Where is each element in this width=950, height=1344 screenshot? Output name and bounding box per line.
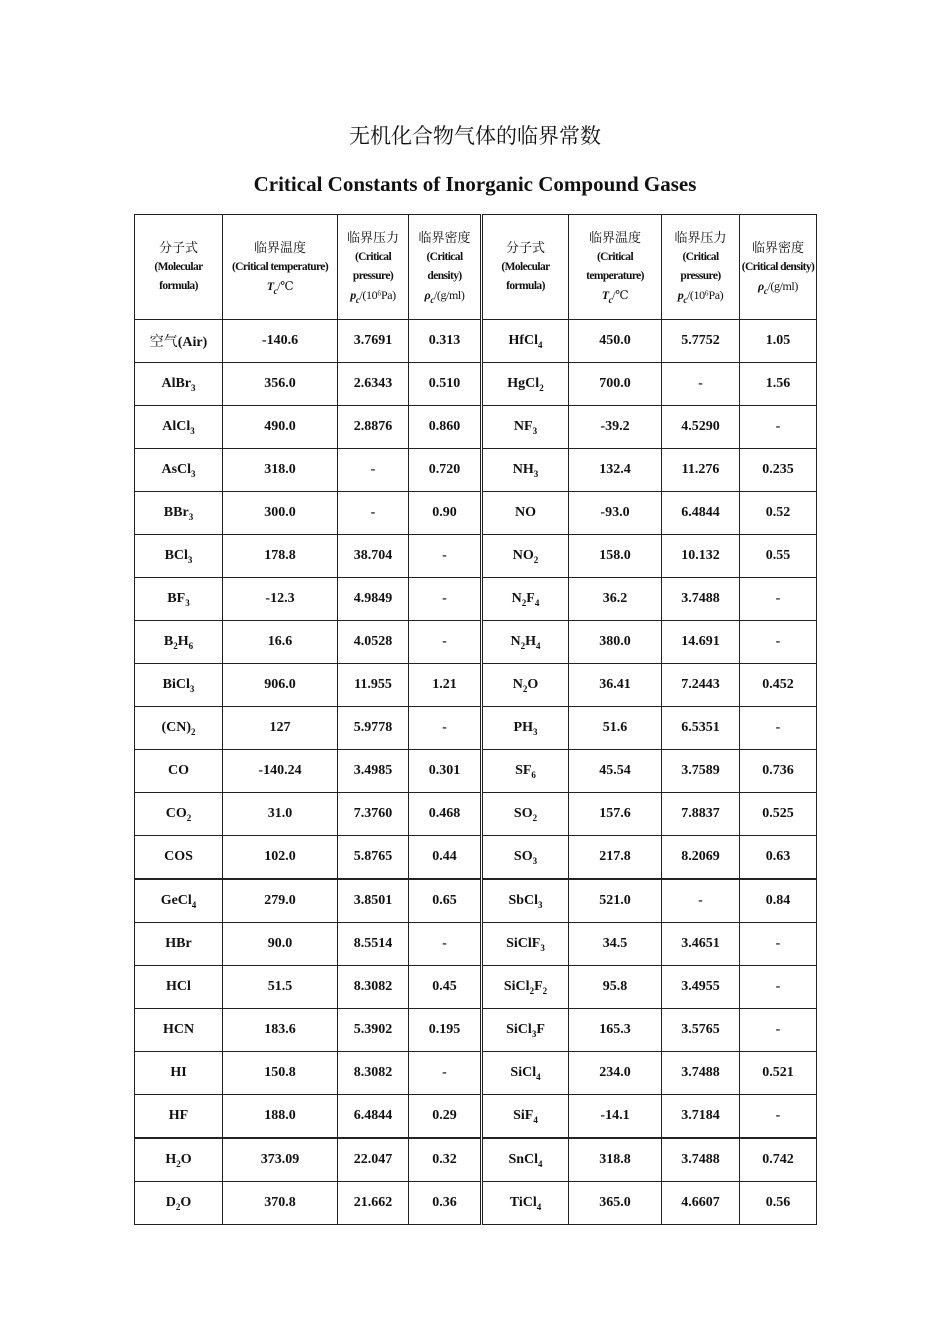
value-cell: 0.720 xyxy=(409,449,482,492)
formula-cell: AlCl$_3$ xyxy=(135,406,223,449)
value-cell: 8.3082 xyxy=(338,1052,409,1095)
column-header xyxy=(482,215,569,320)
value-cell: 7.3760 xyxy=(338,793,409,836)
value-cell: - xyxy=(740,1095,817,1139)
table-row xyxy=(135,363,817,406)
value-cell: - xyxy=(662,363,740,406)
header-label-en: (Critical temperature) xyxy=(586,251,644,282)
header-label-zh: 临界温度 xyxy=(253,240,306,256)
column-header xyxy=(662,215,740,320)
value-cell: 127 xyxy=(223,707,338,750)
header-label-zh: 临界密度 xyxy=(751,240,804,256)
value-cell: - xyxy=(740,707,817,750)
formula-cell: GeCl$_4$ xyxy=(135,879,223,923)
value-cell: 4.9849 xyxy=(338,578,409,621)
formula-cell: CO xyxy=(135,750,223,793)
formula-cell: BBr$_3$ xyxy=(135,492,223,535)
value-cell: 0.301 xyxy=(409,750,482,793)
value-cell: 157.6 xyxy=(569,793,662,836)
value-cell: - xyxy=(740,406,817,449)
value-cell: - xyxy=(740,1009,817,1052)
table-row xyxy=(135,492,817,535)
value-cell: -140.24 xyxy=(223,750,338,793)
value-cell: 490.0 xyxy=(223,406,338,449)
header-label-en: (Critical pressure) xyxy=(680,251,721,282)
value-cell: 51.5 xyxy=(223,966,338,1009)
value-cell: 3.4955 xyxy=(662,966,740,1009)
formula-cell: HBr xyxy=(135,923,223,966)
value-cell: 0.52 xyxy=(740,492,817,535)
table-row xyxy=(135,923,817,966)
header-label-en: (Critical pressure) xyxy=(352,251,394,282)
value-cell: 1.21 xyxy=(409,664,482,707)
value-cell: 234.0 xyxy=(569,1052,662,1095)
header-label-en: (Molecular formula) xyxy=(501,260,550,292)
value-cell: 356.0 xyxy=(223,363,338,406)
value-cell: 3.7184 xyxy=(662,1095,740,1139)
formula-cell: $D_2O$ xyxy=(135,1182,223,1225)
value-cell: 165.3 xyxy=(569,1009,662,1052)
value-cell: 10.132 xyxy=(662,535,740,578)
formula-cell: $N_2H_4$ xyxy=(482,621,569,664)
table-row xyxy=(135,879,817,923)
formula-cell: $N_2F_4$ xyxy=(482,578,569,621)
value-cell: -12.3 xyxy=(223,578,338,621)
value-cell: 22.047 xyxy=(338,1138,409,1182)
value-cell: 14.691 xyxy=(662,621,740,664)
value-cell: 0.313 xyxy=(409,320,482,363)
formula-cell: $NF_3$ xyxy=(482,406,569,449)
formula-cell: SiF$_4$ xyxy=(482,1095,569,1139)
formula-cell: SiClF$_3$ xyxy=(482,923,569,966)
value-cell: 7.8837 xyxy=(662,793,740,836)
value-cell: - xyxy=(409,923,482,966)
header-symbol: $\rho_c/(g/ml)$ xyxy=(758,278,798,296)
formula-cell: $PH_3$ xyxy=(482,707,569,750)
formula-cell: $(CN)_2$ xyxy=(135,707,223,750)
value-cell: 4.5290 xyxy=(662,406,740,449)
header-label-en: (Critical density) xyxy=(426,251,463,282)
value-cell: - xyxy=(740,923,817,966)
header-label-zh: 临界压力 xyxy=(674,231,727,246)
column-header xyxy=(409,215,482,320)
value-cell: 45.54 xyxy=(569,750,662,793)
value-cell: 36.41 xyxy=(569,664,662,707)
table-row xyxy=(135,1095,817,1139)
value-cell: - xyxy=(409,535,482,578)
column-header xyxy=(338,215,409,320)
header-symbol: $\rho_c/(g/ml)$ xyxy=(424,288,465,305)
value-cell: 158.0 xyxy=(569,535,662,578)
value-cell: 370.8 xyxy=(223,1182,338,1225)
value-cell: 0.90 xyxy=(409,492,482,535)
value-cell: 700.0 xyxy=(569,363,662,406)
value-cell: 300.0 xyxy=(223,492,338,535)
value-cell: - xyxy=(409,1052,482,1095)
value-cell: 8.3082 xyxy=(338,966,409,1009)
header-label-zh: 临界密度 xyxy=(418,231,471,246)
header-label-zh: 临界压力 xyxy=(346,231,399,246)
formula-cell: HgCl$_2$ xyxy=(482,363,569,406)
value-cell: 3.4985 xyxy=(338,750,409,793)
value-cell: - xyxy=(662,879,740,923)
value-cell: 38.704 xyxy=(338,535,409,578)
table-body xyxy=(135,320,817,1225)
value-cell: 102.0 xyxy=(223,836,338,880)
value-cell: 0.56 xyxy=(740,1182,817,1225)
value-cell: - xyxy=(740,966,817,1009)
table-row xyxy=(135,1052,817,1095)
value-cell: 2.6343 xyxy=(338,363,409,406)
formula-cell: $SiCl_2F_2$ xyxy=(482,966,569,1009)
value-cell: 0.44 xyxy=(409,836,482,880)
value-cell: 0.195 xyxy=(409,1009,482,1052)
value-cell: 0.65 xyxy=(409,879,482,923)
value-cell: 3.7691 xyxy=(338,320,409,363)
value-cell: 5.9778 xyxy=(338,707,409,750)
value-cell: 0.235 xyxy=(740,449,817,492)
value-cell: - xyxy=(409,707,482,750)
value-cell: 0.29 xyxy=(409,1095,482,1139)
formula-cell: SiCl$_3$F xyxy=(482,1009,569,1052)
value-cell: 0.55 xyxy=(740,535,817,578)
value-cell: 132.4 xyxy=(569,449,662,492)
value-cell: 0.521 xyxy=(740,1052,817,1095)
header-label-en: (Critical temperature) xyxy=(231,260,329,273)
header-label-zh: 临界温度 xyxy=(588,231,641,246)
value-cell: 450.0 xyxy=(569,320,662,363)
value-cell: 5.3902 xyxy=(338,1009,409,1052)
header-label-zh: 分子式 xyxy=(158,240,198,256)
value-cell: 365.0 xyxy=(569,1182,662,1225)
formula-cell: SbCl$_3$ xyxy=(482,879,569,923)
formula-cell: 空气(Air) xyxy=(135,320,223,363)
value-cell: 373.09 xyxy=(223,1138,338,1182)
value-cell: 11.955 xyxy=(338,664,409,707)
table-row xyxy=(135,1138,817,1182)
value-cell: - xyxy=(409,578,482,621)
value-cell: - xyxy=(338,449,409,492)
value-cell: 3.4651 xyxy=(662,923,740,966)
formula-cell: SiCl$_4$ xyxy=(482,1052,569,1095)
value-cell: - xyxy=(338,492,409,535)
header-symbol: $T_c/℃$ xyxy=(266,278,294,296)
header-symbol: $p_c/(10^6Pa)$ xyxy=(350,288,396,305)
table-row xyxy=(135,793,817,836)
header-label-zh: 分子式 xyxy=(505,240,545,256)
value-cell: 3.7488 xyxy=(662,1052,740,1095)
value-cell: - xyxy=(409,621,482,664)
formula-cell: COS xyxy=(135,836,223,880)
table-row xyxy=(135,664,817,707)
table-row xyxy=(135,707,817,750)
value-cell: 5.8765 xyxy=(338,836,409,880)
value-cell: 183.6 xyxy=(223,1009,338,1052)
page-title-chinese: 无机化合物气体的临界常数 xyxy=(349,124,601,148)
value-cell: 5.7752 xyxy=(662,320,740,363)
formula-cell: BiCl$_3$ xyxy=(135,664,223,707)
value-cell: 0.36 xyxy=(409,1182,482,1225)
table-row xyxy=(135,578,817,621)
value-cell: 188.0 xyxy=(223,1095,338,1139)
value-cell: 0.860 xyxy=(409,406,482,449)
value-cell: 31.0 xyxy=(223,793,338,836)
value-cell: 318.8 xyxy=(569,1138,662,1182)
formula-cell: $BF_3$ xyxy=(135,578,223,621)
value-cell: 150.8 xyxy=(223,1052,338,1095)
value-cell: 318.0 xyxy=(223,449,338,492)
value-cell: 8.5514 xyxy=(338,923,409,966)
formula-cell: HF xyxy=(135,1095,223,1139)
value-cell: 0.468 xyxy=(409,793,482,836)
value-cell: 90.0 xyxy=(223,923,338,966)
value-cell: 0.510 xyxy=(409,363,482,406)
value-cell: - xyxy=(740,621,817,664)
value-cell: -140.6 xyxy=(223,320,338,363)
table-row xyxy=(135,320,817,363)
value-cell: 95.8 xyxy=(569,966,662,1009)
value-cell: 16.6 xyxy=(223,621,338,664)
critical-constants-table xyxy=(134,214,817,1225)
table-row xyxy=(135,750,817,793)
header-label-en: (Molecular formula) xyxy=(154,260,203,292)
formula-cell: $NO_2$ xyxy=(482,535,569,578)
column-header xyxy=(740,215,817,320)
page-title-english: Critical Constants of Inorganic Compound Gases xyxy=(253,172,697,196)
formula-cell: NO xyxy=(482,492,569,535)
formula-cell: HI xyxy=(135,1052,223,1095)
value-cell: 36.2 xyxy=(569,578,662,621)
value-cell: -93.0 xyxy=(569,492,662,535)
value-cell: 0.452 xyxy=(740,664,817,707)
column-header xyxy=(223,215,338,320)
column-header xyxy=(569,215,662,320)
value-cell: 34.5 xyxy=(569,923,662,966)
value-cell: 4.6607 xyxy=(662,1182,740,1225)
formula-cell: $CO_2$ xyxy=(135,793,223,836)
value-cell: 279.0 xyxy=(223,879,338,923)
value-cell: 3.7589 xyxy=(662,750,740,793)
value-cell: 178.8 xyxy=(223,535,338,578)
value-cell: 8.2069 xyxy=(662,836,740,880)
formula-cell: BCl$_3$ xyxy=(135,535,223,578)
value-cell: 0.525 xyxy=(740,793,817,836)
value-cell: 521.0 xyxy=(569,879,662,923)
value-cell: 6.4844 xyxy=(662,492,740,535)
formula-cell: $SF_6$ xyxy=(482,750,569,793)
value-cell: 6.4844 xyxy=(338,1095,409,1139)
value-cell: 906.0 xyxy=(223,664,338,707)
value-cell: 3.5765 xyxy=(662,1009,740,1052)
value-cell: 217.8 xyxy=(569,836,662,880)
value-cell: 0.742 xyxy=(740,1138,817,1182)
value-cell: 21.662 xyxy=(338,1182,409,1225)
value-cell: 0.32 xyxy=(409,1138,482,1182)
formula-cell: $H_2O$ xyxy=(135,1138,223,1182)
value-cell: 51.6 xyxy=(569,707,662,750)
table-row xyxy=(135,1182,817,1225)
value-cell: -14.1 xyxy=(569,1095,662,1139)
table-row xyxy=(135,621,817,664)
value-cell: 3.7488 xyxy=(662,578,740,621)
table-row xyxy=(135,966,817,1009)
header-symbol: $p_c/(10^6Pa)$ xyxy=(677,288,724,305)
formula-cell: $SO_3$ xyxy=(482,836,569,880)
value-cell: 2.8876 xyxy=(338,406,409,449)
value-cell: -39.2 xyxy=(569,406,662,449)
table-row xyxy=(135,836,817,880)
value-cell: 0.63 xyxy=(740,836,817,880)
value-cell: 6.5351 xyxy=(662,707,740,750)
formula-cell: AlBr$_3$ xyxy=(135,363,223,406)
value-cell: - xyxy=(740,578,817,621)
value-cell: 1.56 xyxy=(740,363,817,406)
value-cell: 7.2443 xyxy=(662,664,740,707)
table-row xyxy=(135,449,817,492)
formula-cell: TiCl$_4$ xyxy=(482,1182,569,1225)
formula-cell: HCN xyxy=(135,1009,223,1052)
value-cell: 3.8501 xyxy=(338,879,409,923)
value-cell: 3.7488 xyxy=(662,1138,740,1182)
formula-cell: $B_2H_6$ xyxy=(135,621,223,664)
formula-cell: $NH_3$ xyxy=(482,449,569,492)
value-cell: 0.84 xyxy=(740,879,817,923)
value-cell: 4.0528 xyxy=(338,621,409,664)
formula-cell: HCl xyxy=(135,966,223,1009)
table-row xyxy=(135,535,817,578)
column-header xyxy=(135,215,223,320)
header-symbol: $T_c/℃$ xyxy=(601,288,629,305)
formula-cell: $N_2O$ xyxy=(482,664,569,707)
table-row xyxy=(135,1009,817,1052)
header-label-en: (Critical density) xyxy=(741,260,815,273)
table-header-row xyxy=(135,215,817,320)
formula-cell: $SO_2$ xyxy=(482,793,569,836)
value-cell: 0.45 xyxy=(409,966,482,1009)
formula-cell: HfCl$_4$ xyxy=(482,320,569,363)
table-row xyxy=(135,406,817,449)
value-cell: 1.05 xyxy=(740,320,817,363)
value-cell: 11.276 xyxy=(662,449,740,492)
value-cell: 380.0 xyxy=(569,621,662,664)
formula-cell: AsCl$_3$ xyxy=(135,449,223,492)
value-cell: 0.736 xyxy=(740,750,817,793)
formula-cell: SnCl$_4$ xyxy=(482,1138,569,1182)
